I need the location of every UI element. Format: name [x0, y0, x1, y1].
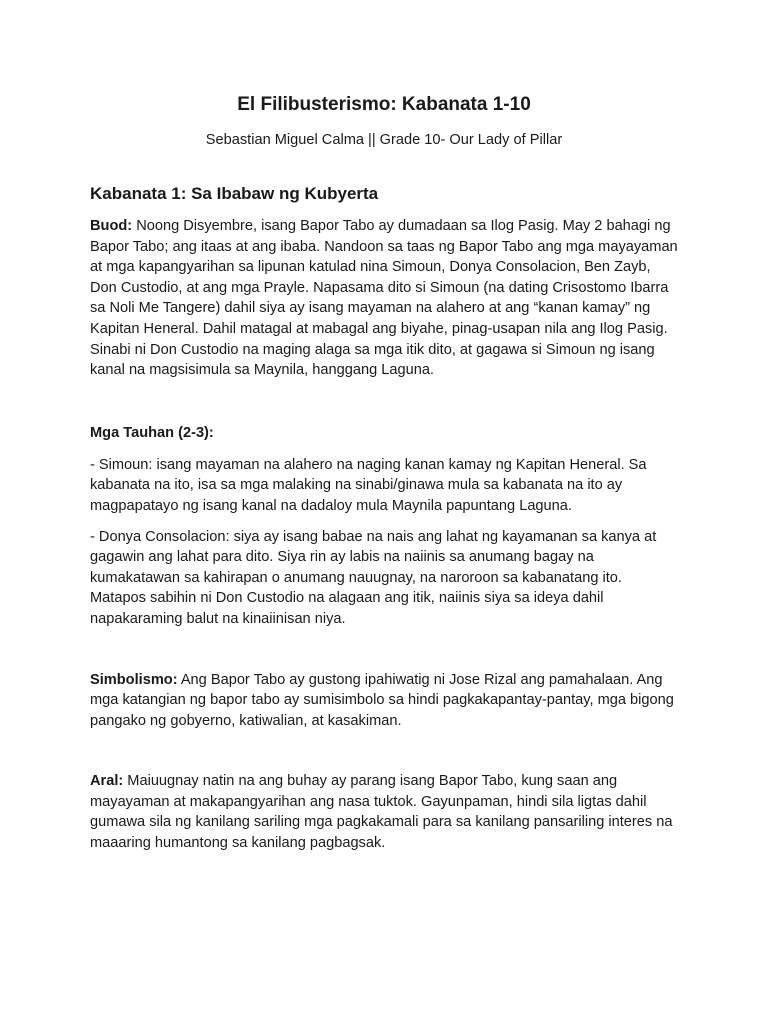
lesson-paragraph: [90, 771, 678, 853]
symbolism-text: Ang Bapor Tabo ay gustong ipahiwatig ni Jose Rizal ang pamahalaan. Ang mga katangian ng bapor tabo ay sumisimbolo sa hindi pagkakapantay-pantay, mga bigong pangako ng gobyerno, katiwalian, at kasakiman.: [90, 671, 674, 729]
chapter-heading: Kabanata 1: Sa Ibabaw ng Kubyerta: [90, 184, 379, 203]
character-item-simoun: - Simoun: isang mayaman na alahero na naging kanan kamay ng Kapitan Heneral. Sa kabanata na ito, isa sa mga malaking na sinabi/ginawa mula sa kabanata na ito ay magpapatayo ng isang kanal na dadaloy mula Maynila papuntang Laguna.: [90, 456, 647, 514]
characters-heading: Mga Tauhan (2-3):: [90, 424, 214, 441]
lesson-text: Maiuugnay natin na ang buhay ay parang isang Bapor Tabo, kung saan ang mayayaman at makapangyarihan ang nasa tuktok. Gayunpaman, hindi sila ligtas dahil gumawa sila ng kanilang sariling mga pagkakamali para sa kanilang pansariling interes na maaaring humantong sa kanilang pagbagsak.: [90, 773, 673, 852]
summary-text: Noong Disyembre, isang Bapor Tabo ay dumadaan sa Ilog Pasig. May 2 bahagi ng Bapor Tabo; ang itaas at ang ibaba. Nandoon sa taas ng Bapor Tabo ang mga mayayaman at mga kapangyarihan sa lipunan katulad nina Simoun, Donya Consolacion, Ben Zayb, Don Custodio, at ang mga Prayle. Napasama dito si Simoun (na dating Crisostomo Ibarra sa Noli Me Tangere) dahil siya ay isang mayaman na alahero at ang “kanan kamay” ng Kapitan Heneral. Dahil matagal at mabagal ang biyahe, pinag-usapan nila ang Ilog Pasig. Sinabi ni Don Custodio na maging alaga sa mga itik dito, at gagawa si Simoun ng isang kanal na magsisimula sa Maynila, hanggang Laguna.: [90, 218, 678, 379]
symbolism-paragraph: [90, 670, 678, 732]
document-subtitle: Sebastian Miguel Calma || Grade 10- Our Lady of Pillar: [205, 132, 563, 148]
character-item-donya-consolacion: - Donya Consolacion: siya ay isang babae na nais ang lahat ng kayamanan sa kanya at gagawin ang lahat para dito. Siya rin ay labis na naiinis sa anumang bagay na kumakatawan sa kahirapan o anumang nauugnay, na naroroon sa kabanatang ito. Matapos sabihin ni Don Custodio na alagaan ang itik, naiinis siya sa ideya dahil napakaraming balut na kinaiinisan niya.: [90, 528, 657, 627]
summary-label: Buod:: [90, 218, 133, 234]
document-title: El Filibusterismo: Kabanata 1-10: [237, 94, 531, 115]
summary-paragraph: [90, 216, 678, 381]
symbolism-label: Simbolismo:: [90, 671, 178, 688]
lesson-label: Aral:: [90, 773, 124, 790]
